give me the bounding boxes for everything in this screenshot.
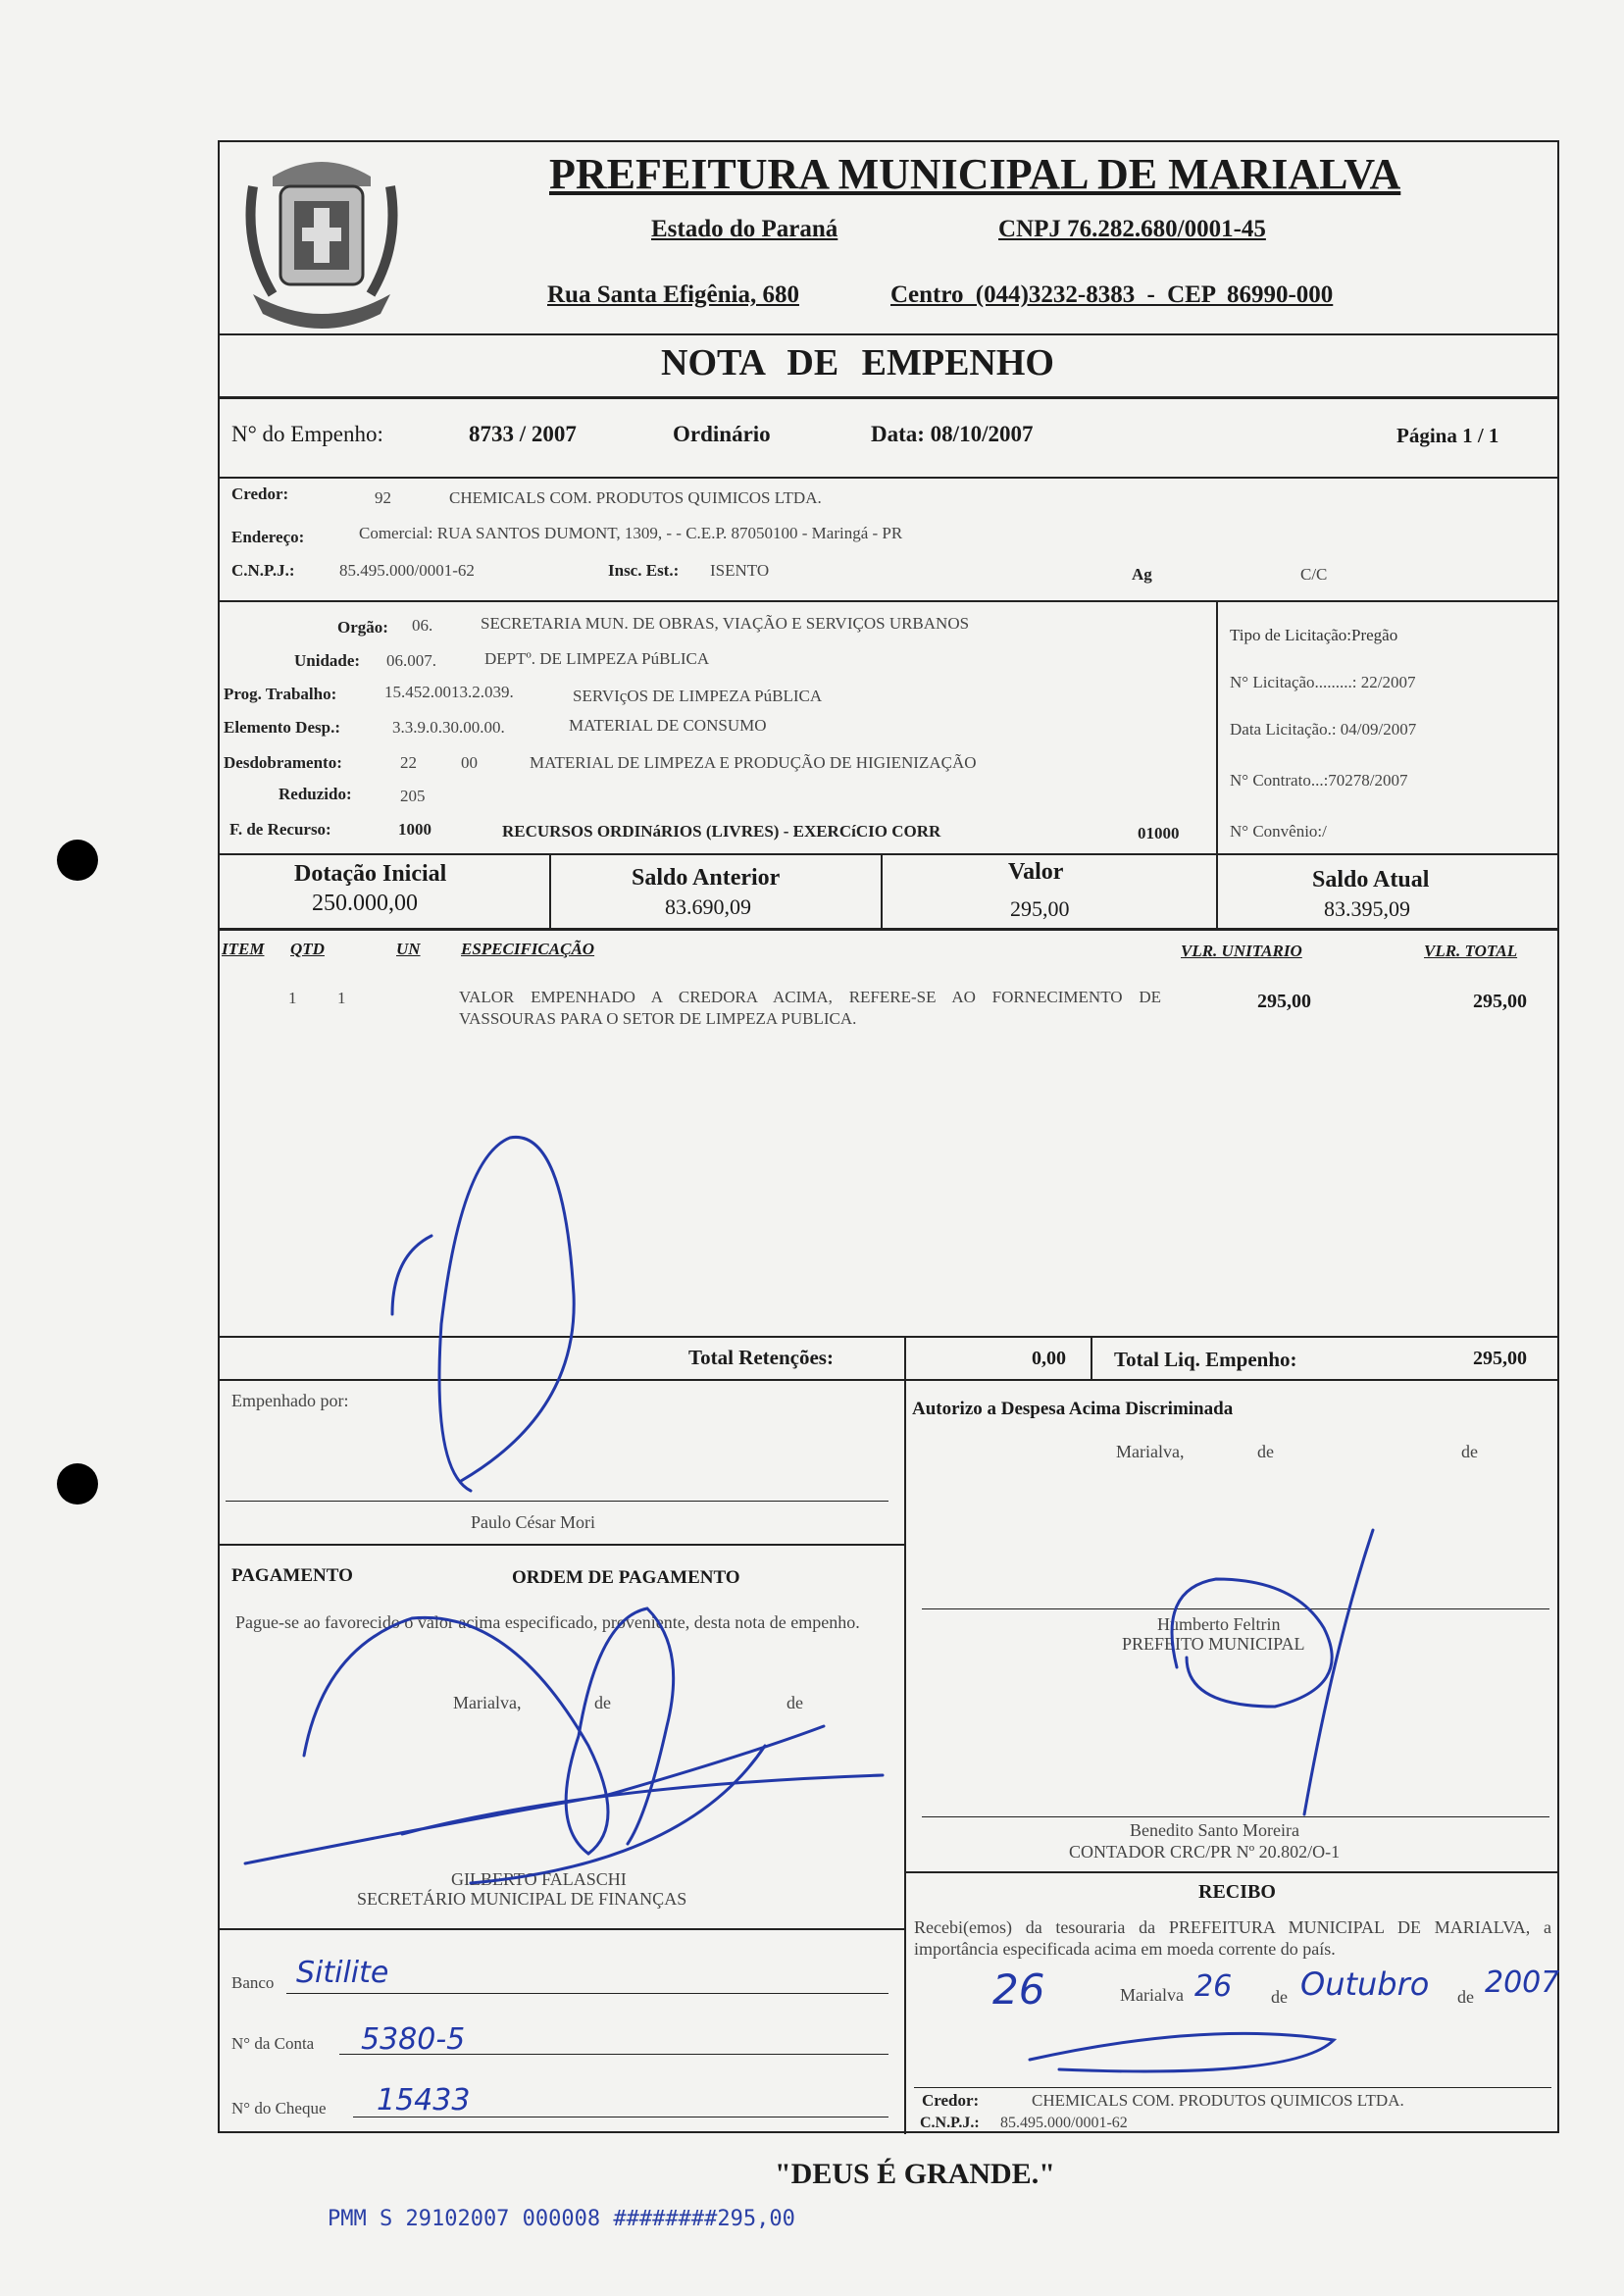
pagamento-text: Pague-se ao favorecido o valor acima especificado, proveniente, desta nota de empenho. xyxy=(235,1612,860,1632)
empenho-date: Data: 08/10/2007 xyxy=(871,422,1034,446)
recurso-desc: RECURSOS ORDINáRIOS (LIVRES) - EXERCíCIO CORR xyxy=(502,822,941,841)
desdobramento-desc: MATERIAL DE LIMPEZA E PRODUÇÃO DE HIGIENIZAÇÃO xyxy=(530,753,977,772)
col-un: UN xyxy=(396,940,421,958)
secretario-name: GILBERTO FALASCHI xyxy=(451,1869,627,1889)
saldo-anterior-value: 83.690,09 xyxy=(665,894,751,919)
total-liquido-label: Total Liq. Empenho: xyxy=(1114,1348,1297,1371)
cheque-label: N° do Cheque xyxy=(231,2099,327,2117)
pagamento-de-2: de xyxy=(787,1693,803,1712)
pagamento-de-1: de xyxy=(594,1693,611,1712)
cheque-value[interactable]: 15433 xyxy=(377,2083,471,2117)
col-item: ITEM xyxy=(222,940,265,958)
page-number: Página 1 / 1 xyxy=(1396,424,1499,447)
item-unit-value: 295,00 xyxy=(1257,991,1311,1012)
recibo-year[interactable]: 2007 xyxy=(1485,1965,1560,2000)
credor-cnpj-label: C.N.P.J.: xyxy=(231,561,295,580)
insc-label: Insc. Est.: xyxy=(608,561,680,580)
credor-address: Comercial: RUA SANTOS DUMONT, 1309, - - C.E.P. 87050100 - Maringá - PR xyxy=(359,524,903,542)
agency-label: Ag xyxy=(1132,565,1152,584)
pagamento-place: Marialva, xyxy=(453,1693,522,1712)
valor-value: 295,00 xyxy=(1010,896,1070,921)
orgao-desc: SECRETARIA MUN. DE OBRAS, VIAÇÃO E SERVIÇOS URBANOS xyxy=(481,614,970,633)
empenhado-por-label: Empenhado por: xyxy=(231,1391,349,1410)
recurso-label: F. de Recurso: xyxy=(229,820,331,839)
address-label: Endereço: xyxy=(231,528,305,546)
col-valor-total: VLR. TOTAL xyxy=(1424,942,1518,960)
licitacao-numero: N° Licitação.........: 22/2007 xyxy=(1230,673,1416,691)
recibo-day[interactable]: 26 xyxy=(992,1965,1045,2014)
recibo-place: Marialva xyxy=(1120,1985,1184,2005)
reduzido-code: 205 xyxy=(400,787,426,805)
recibo-de-1: de xyxy=(1271,1987,1288,2007)
account-label: C/C xyxy=(1300,565,1328,584)
empenho-label: N° do Empenho: xyxy=(231,422,383,446)
recibo-text: Recebi(emos) da tesouraria da PREFEITURA MUNICIPAL DE MARIALVA, a importância especificada acima em moeda corrente do país. xyxy=(914,1917,1551,1959)
footer-motto: "DEUS É GRANDE." xyxy=(775,2158,1055,2190)
recibo-credor-label: Credor: xyxy=(922,2091,980,2110)
credor-code: 92 xyxy=(375,488,391,507)
autorizo-label: Autorizo a Despesa Acima Discriminada xyxy=(912,1399,1234,1419)
desdobramento-sub: 00 xyxy=(461,753,478,772)
credor-name: CHEMICALS COM. PRODUTOS QUIMICOS LTDA. xyxy=(449,488,822,507)
secretario-title: SECRETÁRIO MUNICIPAL DE FINANÇAS xyxy=(357,1889,687,1909)
conta-value[interactable]: 5380-5 xyxy=(361,2022,466,2057)
saldo-atual-value: 83.395,09 xyxy=(1324,896,1410,921)
licitacao-contrato: N° Contrato...:70278/2007 xyxy=(1230,771,1408,790)
recibo-de-2: de xyxy=(1457,1987,1474,2007)
pagamento-label: PAGAMENTO xyxy=(231,1565,353,1586)
prefeito-name: Humberto Feltrin xyxy=(1157,1614,1281,1634)
contador-title: CONTADOR CRC/PR Nº 20.802/O-1 xyxy=(1069,1842,1341,1862)
col-qtd: QTD xyxy=(290,940,325,958)
contador-name: Benedito Santo Moreira xyxy=(1130,1820,1299,1840)
total-liquido-value: 295,00 xyxy=(1473,1348,1527,1369)
orgao-label: Orgão: xyxy=(337,618,388,637)
licitacao-convenio: N° Convênio:/ xyxy=(1230,822,1327,841)
conta-label: N° da Conta xyxy=(231,2034,315,2053)
recibo-cnpj-label: C.N.P.J.: xyxy=(920,2115,980,2131)
recibo-cnpj: 85.495.000/0001-62 xyxy=(1000,2115,1128,2131)
desdobramento-label: Desdobramento: xyxy=(224,753,342,772)
municipality-address: Rua Santa Efigênia, 680 xyxy=(547,281,799,308)
credor-label: Credor: xyxy=(231,485,289,503)
item-total-value: 295,00 xyxy=(1473,991,1527,1012)
elemento-label: Elemento Desp.: xyxy=(224,718,340,737)
saldo-atual-label: Saldo Atual xyxy=(1312,867,1430,893)
autorizo-de-2: de xyxy=(1461,1442,1478,1461)
orgao-code: 06. xyxy=(412,616,433,635)
state-name: Estado do Paraná xyxy=(651,216,838,242)
prefeito-title: PREFEITO MUNICIPAL xyxy=(1122,1634,1305,1654)
insc-value: ISENTO xyxy=(710,561,770,580)
col-especificacao: ESPECIFICAÇÃO xyxy=(461,940,595,958)
recurso-code: 1000 xyxy=(398,820,431,839)
prog-label: Prog. Trabalho: xyxy=(224,685,337,703)
autorizo-de-1: de xyxy=(1257,1442,1274,1461)
autorizo-place: Marialva, xyxy=(1116,1442,1185,1461)
empenhado-por-name: Paulo César Mori xyxy=(471,1512,595,1532)
payment-stamp: PMM S 29102007 000008 ########295,00 xyxy=(328,2207,795,2231)
saldo-anterior-label: Saldo Anterior xyxy=(632,865,781,891)
recibo-credor-name: CHEMICALS COM. PRODUTOS QUIMICOS LTDA. xyxy=(1032,2091,1404,2110)
valor-label: Valor xyxy=(1008,859,1064,885)
recurso-code-2: 01000 xyxy=(1138,824,1180,842)
credor-cnpj: 85.495.000/0001-62 xyxy=(339,561,475,580)
unidade-code: 06.007. xyxy=(386,651,436,670)
recibo-day-2[interactable]: 26 xyxy=(1194,1969,1233,2004)
elemento-code: 3.3.9.0.30.00.00. xyxy=(392,718,505,737)
municipality-title: PREFEITURA MUNICIPAL DE MARIALVA xyxy=(549,150,1401,198)
municipality-contact: Centro (044)3232-8383 - CEP 86990-000 xyxy=(890,281,1334,308)
unidade-label: Unidade: xyxy=(294,651,361,670)
recibo-month[interactable]: Outubro xyxy=(1300,1965,1430,2003)
prog-code: 15.452.0013.2.039. xyxy=(384,683,514,701)
total-retencoes-label: Total Retenções: xyxy=(688,1346,834,1369)
prog-desc: SERVIçOS DE LIMPEZA PúBLICA xyxy=(573,687,823,705)
total-retencoes-value: 0,00 xyxy=(1032,1348,1066,1369)
dotacao-label: Dotação Inicial xyxy=(294,861,447,887)
licitacao-data: Data Licitação.: 04/09/2007 xyxy=(1230,720,1417,739)
ordem-pagamento-label: ORDEM DE PAGAMENTO xyxy=(512,1567,740,1588)
item-number: 1 xyxy=(288,989,297,1007)
unidade-desc: DEPTº. DE LIMPEZA PúBLICA xyxy=(484,649,710,668)
document-title: NOTA DE EMPENHO xyxy=(661,342,1054,383)
empenho-number: 8733 / 2007 xyxy=(469,422,577,446)
desdobramento-code: 22 xyxy=(400,753,417,772)
licitacao-tipo: Tipo de Licitação:Pregão xyxy=(1230,626,1398,644)
item-description: VALOR EMPENHADO A CREDORA ACIMA, REFERE-SE AO FORNECIMENTO DE VASSOURAS PARA O SETOR DE LIMPEZA PUBLICA. xyxy=(459,988,1161,1028)
municipality-cnpj: CNPJ 76.282.680/0001-45 xyxy=(998,216,1266,242)
banco-value[interactable]: Sitilite xyxy=(296,1956,389,1990)
recibo-label: RECIBO xyxy=(1198,1881,1276,1903)
elemento-desc: MATERIAL DE CONSUMO xyxy=(569,716,767,735)
col-valor-unitario: VLR. UNITARIO xyxy=(1181,942,1302,960)
banco-label: Banco xyxy=(231,1973,275,1992)
reduzido-label: Reduzido: xyxy=(279,785,352,803)
dotacao-value: 250.000,00 xyxy=(312,891,418,916)
item-qtd: 1 xyxy=(337,989,346,1007)
empenho-type: Ordinário xyxy=(673,422,771,446)
